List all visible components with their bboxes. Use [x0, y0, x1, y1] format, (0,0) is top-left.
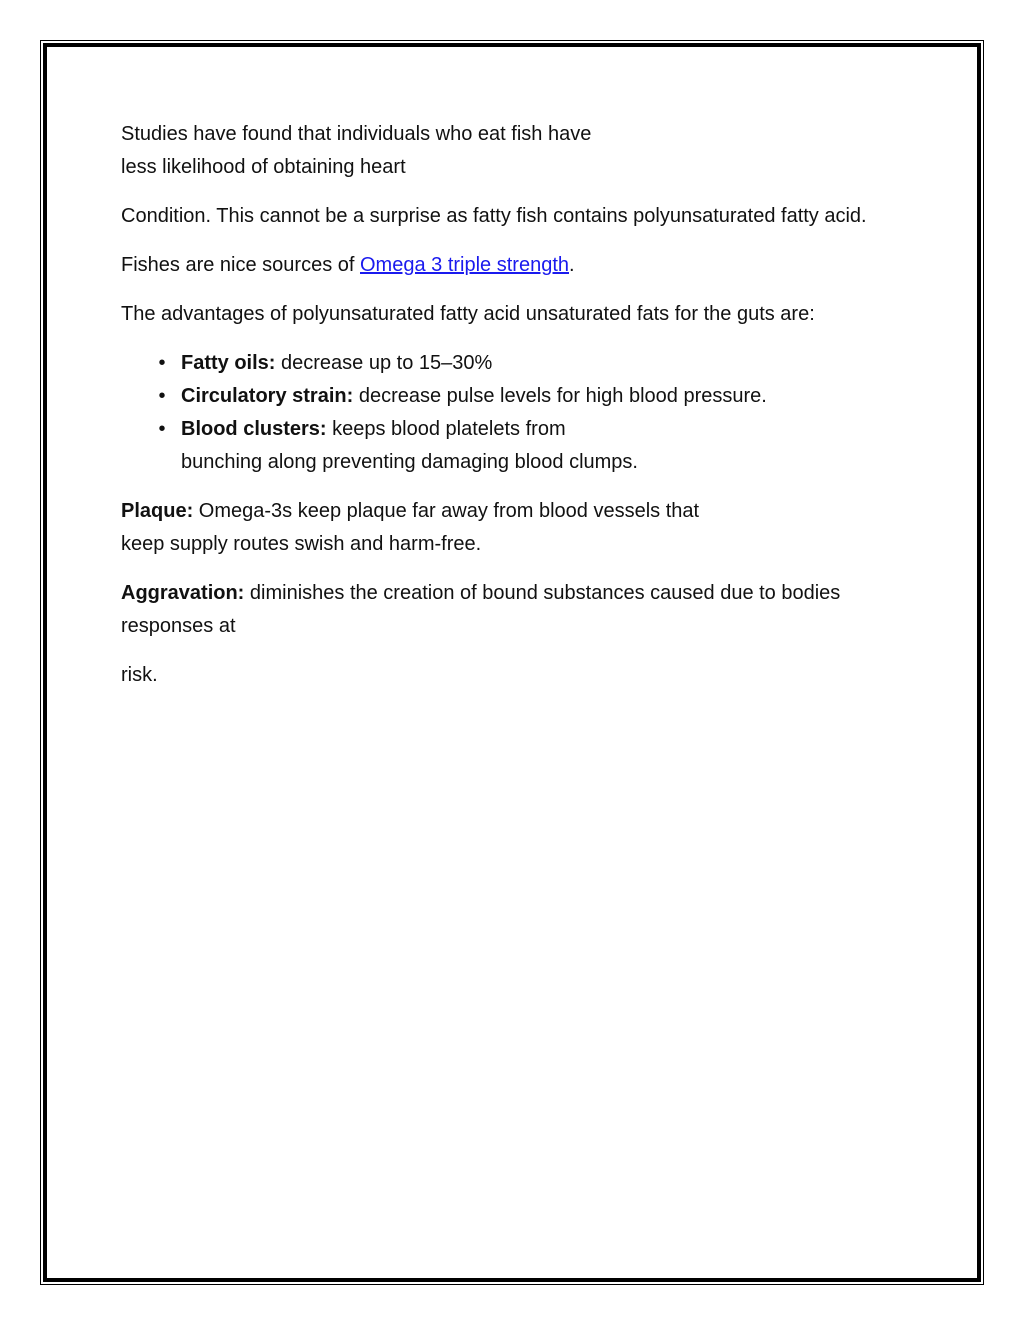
- bullet-text: keeps blood platelets from: [326, 418, 566, 440]
- sources-suffix: .: [569, 254, 575, 276]
- bullet-term: Blood clusters:: [181, 418, 327, 440]
- bullet-icon: •: [158, 418, 166, 440]
- bullet-term: Fatty oils:: [181, 352, 276, 374]
- bullet-icon: •: [158, 352, 166, 374]
- aggravation-paragraph: [121, 577, 901, 643]
- plaque-paragraph: [121, 495, 901, 561]
- bullet-text: decrease pulse levels for high blood pressure.: [353, 385, 767, 407]
- aggravation-text: diminishes the creation of bound substances caused due to bodies responses at: [121, 582, 841, 637]
- list-item: [121, 413, 901, 479]
- aggravation-term: Aggravation:: [121, 582, 245, 604]
- bullet-term: Circulatory strain:: [181, 385, 354, 407]
- advantages-list: [121, 347, 901, 479]
- bullet-text-continued: bunching along preventing damaging blood clumps.: [181, 451, 638, 473]
- intro-line-2: less likelihood of obtaining heart: [121, 156, 406, 178]
- document-body: [121, 118, 901, 708]
- omega-3-link[interactable]: Omega 3 triple strength: [360, 254, 569, 276]
- condition-paragraph: Condition. This cannot be a surprise as fatty fish contains polyunsaturated fatty acid.: [121, 205, 867, 227]
- list-item: [121, 347, 901, 380]
- advantages-intro: The advantages of polyunsaturated fatty acid unsaturated fats for the guts are:: [121, 303, 815, 325]
- plaque-line-2: keep supply routes swish and harm-free.: [121, 533, 482, 555]
- intro-paragraph: [121, 118, 901, 184]
- risk-paragraph: risk.: [121, 664, 158, 686]
- bullet-icon: •: [158, 385, 166, 407]
- intro-line-1: Studies have found that individuals who eat fish have: [121, 123, 592, 145]
- bullet-text: decrease up to 15–30%: [275, 352, 493, 374]
- plaque-term: Plaque:: [121, 500, 194, 522]
- sources-paragraph: [121, 249, 901, 282]
- plaque-line-1: Omega-3s keep plaque far away from blood vessels that: [193, 500, 700, 522]
- list-item: [121, 380, 901, 413]
- sources-prefix: Fishes are nice sources of: [121, 254, 360, 276]
